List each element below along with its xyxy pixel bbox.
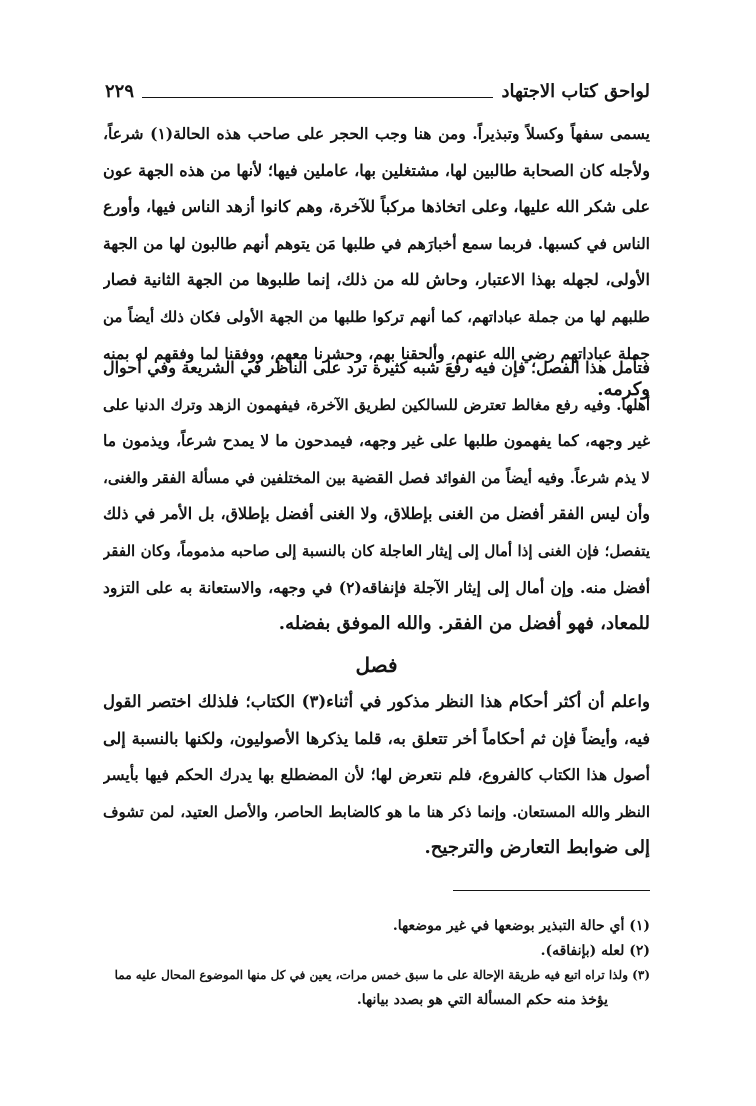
text-line: فتأمل هذا الفصل؛ فإن فيه رفعَ شبه كثيرة ترد على الناظر في الشريعة وفي أحوال	[103, 358, 650, 377]
text-line: ولأجله كان الصحابة طالبين لها، مشتغلين بها، عاملين فيها؛ لأنها من هذه الجهة عون	[103, 160, 650, 180]
page-number: ٢٢٩	[105, 81, 135, 102]
text-line: وكرمه.	[597, 379, 650, 401]
text-line: على شكر الله عليها، وعلى اتخاذها مركباً للآخرة، وهم كانوا أزهد الناس فيها، وأورع	[103, 197, 650, 217]
text-line: إلى ضوابط التعارض والترجيح.	[424, 837, 650, 859]
footnote-3: (٣) ولذا تراه اتبع فيه طريقة الإحالة على ما سبق خمس مرات، يعين في كل منها الموضوع المحال عليه مما	[114, 968, 650, 982]
text-line: النظر والله المستعان. وإنما ذكر هنا ما هو كالضابط الحاصر، والأصل العتيد، لمن تشوف	[103, 802, 650, 821]
footnotes	[103, 914, 650, 1012]
paragraph-2	[103, 350, 650, 643]
text-line: الأولى، لجهله بهذا الاعتبار، وحاش لله من ذلك، إنما طلبوها من الجهة الثانية فصار	[103, 270, 650, 290]
paragraph-3	[103, 684, 650, 867]
text-line: للمعاد، فهو أفضل من الفقر. والله الموفق بفضله.	[278, 613, 650, 635]
text-line: لا يذم شرعاً. وفيه أيضاً من الفوائد فصل القضية بين المختلفين في مسألة الفقر والغنى،	[103, 468, 650, 487]
section-heading: فصل	[355, 653, 398, 677]
footnote-2: (٢) لعله (بإنفاقه).	[540, 942, 650, 959]
footnote-3-continuation: يؤخذ منه حكم المسألة التي هو بصدد بيانها.	[356, 991, 608, 1008]
text-line: جملة عباداتهم رضي الله عنهم، وألحقنا بهم، وحشرنا معهم، ووفقنا لما وفقهم له بمنه	[103, 343, 650, 363]
text-line: واعلم أن أكثر أحكام هذا النظر مذكور في أثناء(٣) الكتاب؛ فلذلك اختصر القول	[103, 692, 650, 711]
text-line: يتفصل؛ فإن الغنى إذا أمال إلى إيثار العاجلة كان بالنسبة إلى صاحبه مذموماً، وكان الفقر	[103, 541, 650, 560]
text-line: أهلها. وفيه رفع مغالط تعترض للسالكين لطريق الآخرة، فيفهمون الزهد وترك الدنيا على	[103, 395, 650, 414]
text-line: أصول هذا الكتاب كالفروع، فلم نتعرض لها؛ لأن المضطلع بها يدرك الحكم فيها بأيسر	[103, 765, 650, 785]
header-rule	[142, 97, 493, 98]
footnote-divider	[453, 890, 650, 891]
header-title: لواحق كتاب الاجتهاد	[501, 81, 650, 102]
text-line: فيه، وأيضاً فإن ثم أحكاماً أخر تتعلق به، قلما يذكرها الأصوليون، ولكنها بالنسبة إلى	[103, 728, 650, 748]
text-line: يسمى سفهاً وكسلاً وتبذيراً. ومن هنا وجب الحجر على صاحب هذه الحالة(١) شرعاً،	[103, 124, 650, 143]
text-line: غير وجهه، كما يفهمون طلبها على غير وجهه، فيمدحون ما لا يمدح شرعاً، ويذمون ما	[103, 431, 650, 451]
text-line: أفضل منه. وإن أمال إلى إيثار الآجلة فإنفاقه(٢) في وجهه، والاستعانة به على التزود	[103, 577, 650, 597]
running-header	[105, 76, 650, 102]
text-line: طلبهم لها من جملة عباداتهم، كما أنهم تركوا طلبها من الجهة الأولى فكان ذلك أيضاً من	[103, 307, 650, 326]
text-line: وأن ليس الفقر أفضل من الغنى بإطلاق، ولا الغنى أفضل بإطلاق، بل الأمر في ذلك	[103, 504, 650, 524]
footnote-1: (١) أي حالة التبذير بوضعها في غير موضعها.	[392, 918, 650, 934]
text-line: الناس في كسبها. فربما سمع أخبارَهم في طلبها مَن يتوهم أنهم طالبون لها من الجهة	[103, 233, 650, 253]
